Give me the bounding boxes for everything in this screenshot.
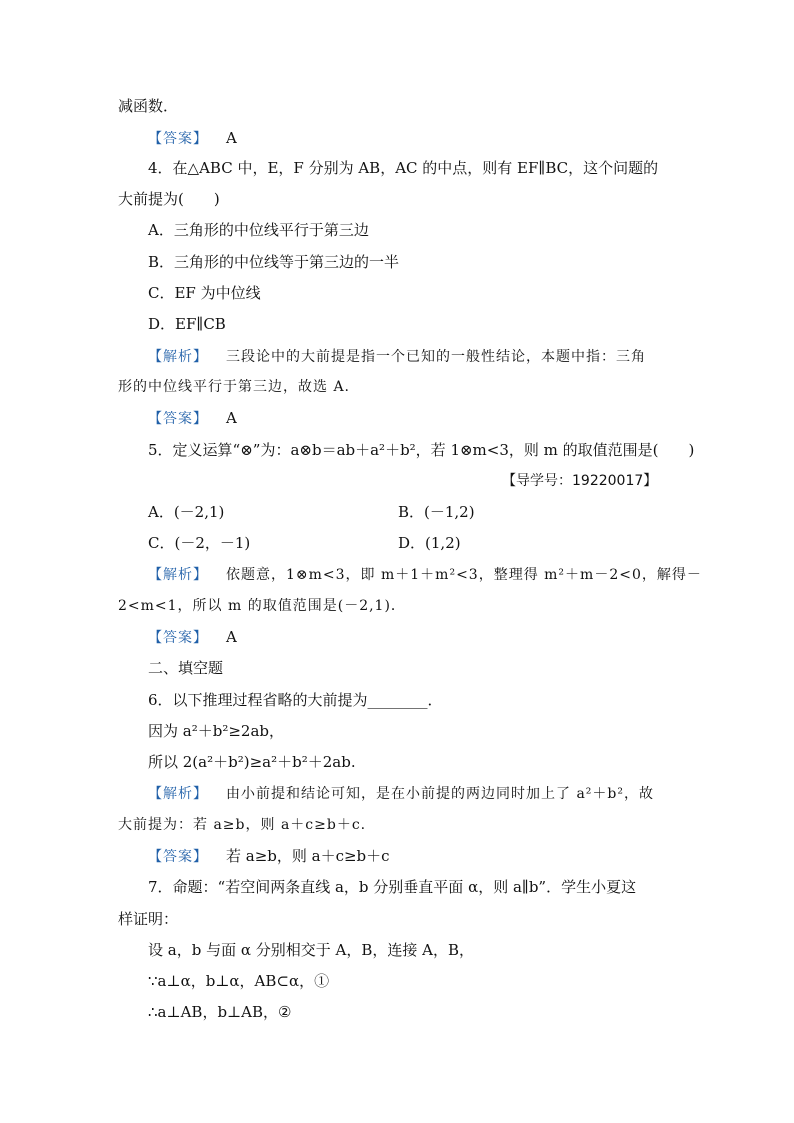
text-line: 2<m<1，所以 m 的取值范围是(－2,1)．	[118, 598, 406, 614]
text-line: ∴a⊥AB，b⊥AB，②	[148, 1003, 292, 1021]
text-line: 所以 2(a²＋b²)≥a²＋b²＋2ab.	[148, 753, 356, 771]
text-line: 减函数．	[118, 97, 179, 115]
option-a: A．三角形的中位线平行于第三边	[148, 221, 369, 239]
question-7: 7．命题：“若空间两条直线 a，b 分别垂直平面 α，则 a∥b”．学生小夏这	[148, 878, 637, 896]
option-b: B．(－1,2)	[398, 503, 475, 521]
answer-tag: 【答案】	[148, 630, 208, 646]
option-b: B．三角形的中位线等于第三边的一半	[148, 253, 400, 271]
analysis-line: 【解析】 依题意，1⊗m<3，即 m＋1＋m²<3，整理得 m²＋m－2<0，解得－	[148, 567, 702, 583]
analysis-line: 【解析】 三段论中的大前提是指一个已知的一般性结论，本题中指：三角	[148, 349, 646, 365]
text-line: 大前提为( )	[118, 190, 220, 208]
text-line: 因为 a²＋b²≥2ab，	[148, 722, 284, 740]
option-c: C．(－2，－1)	[148, 534, 251, 552]
answer-tag: 【答案】	[148, 849, 208, 865]
text-line: ∵a⊥α，b⊥α，AB⊂α，①	[148, 972, 330, 990]
text-line: 设 a，b 与面 α 分别相交于 A，B，连接 A，B，	[148, 941, 474, 959]
analysis-tag: 【解析】	[148, 349, 208, 365]
answer-tag: 【答案】	[148, 411, 208, 427]
question-6: 6．以下推理过程省略的大前提为________．	[148, 691, 443, 709]
text-line: 形的中位线平行于第三边，故选 A.	[118, 379, 351, 395]
answer-line: 【答案】 A	[148, 129, 237, 147]
section-heading: 二、填空题	[148, 659, 224, 677]
answer-line: 【答案】 若 a≥b，则 a＋c≥b＋c	[148, 847, 390, 865]
reference-number: 【导学号：19220017】	[502, 473, 658, 489]
question-4: 4．在△ABC 中，E，F 分别为 AB，AC 的中点，则有 EF∥BC，这个问题的	[148, 159, 659, 177]
text-line: 样证明：	[118, 910, 179, 928]
answer-line: 【答案】 A	[148, 628, 237, 646]
analysis-tag: 【解析】	[148, 567, 208, 583]
option-d: D．EF∥CB	[148, 315, 226, 333]
question-5: 5．定义运算“⊗”为：a⊗b＝ab＋a²＋b²，若 1⊗m<3，则 m 的取值范围是( )	[148, 441, 695, 459]
option-d: D．(1,2)	[398, 534, 461, 552]
answer-tag: 【答案】	[148, 131, 208, 147]
option-c: C．EF 为中位线	[148, 284, 261, 302]
answer-line: 【答案】 A	[148, 409, 237, 427]
analysis-tag: 【解析】	[148, 786, 208, 802]
text-line: 大前提为：若 a≥b，则 a＋c≥b＋c.	[118, 817, 367, 833]
option-a: A．(－2,1)	[148, 503, 225, 521]
analysis-line: 【解析】 由小前提和结论可知，是在小前提的两边同时加上了 a²＋b²，故	[148, 786, 654, 802]
